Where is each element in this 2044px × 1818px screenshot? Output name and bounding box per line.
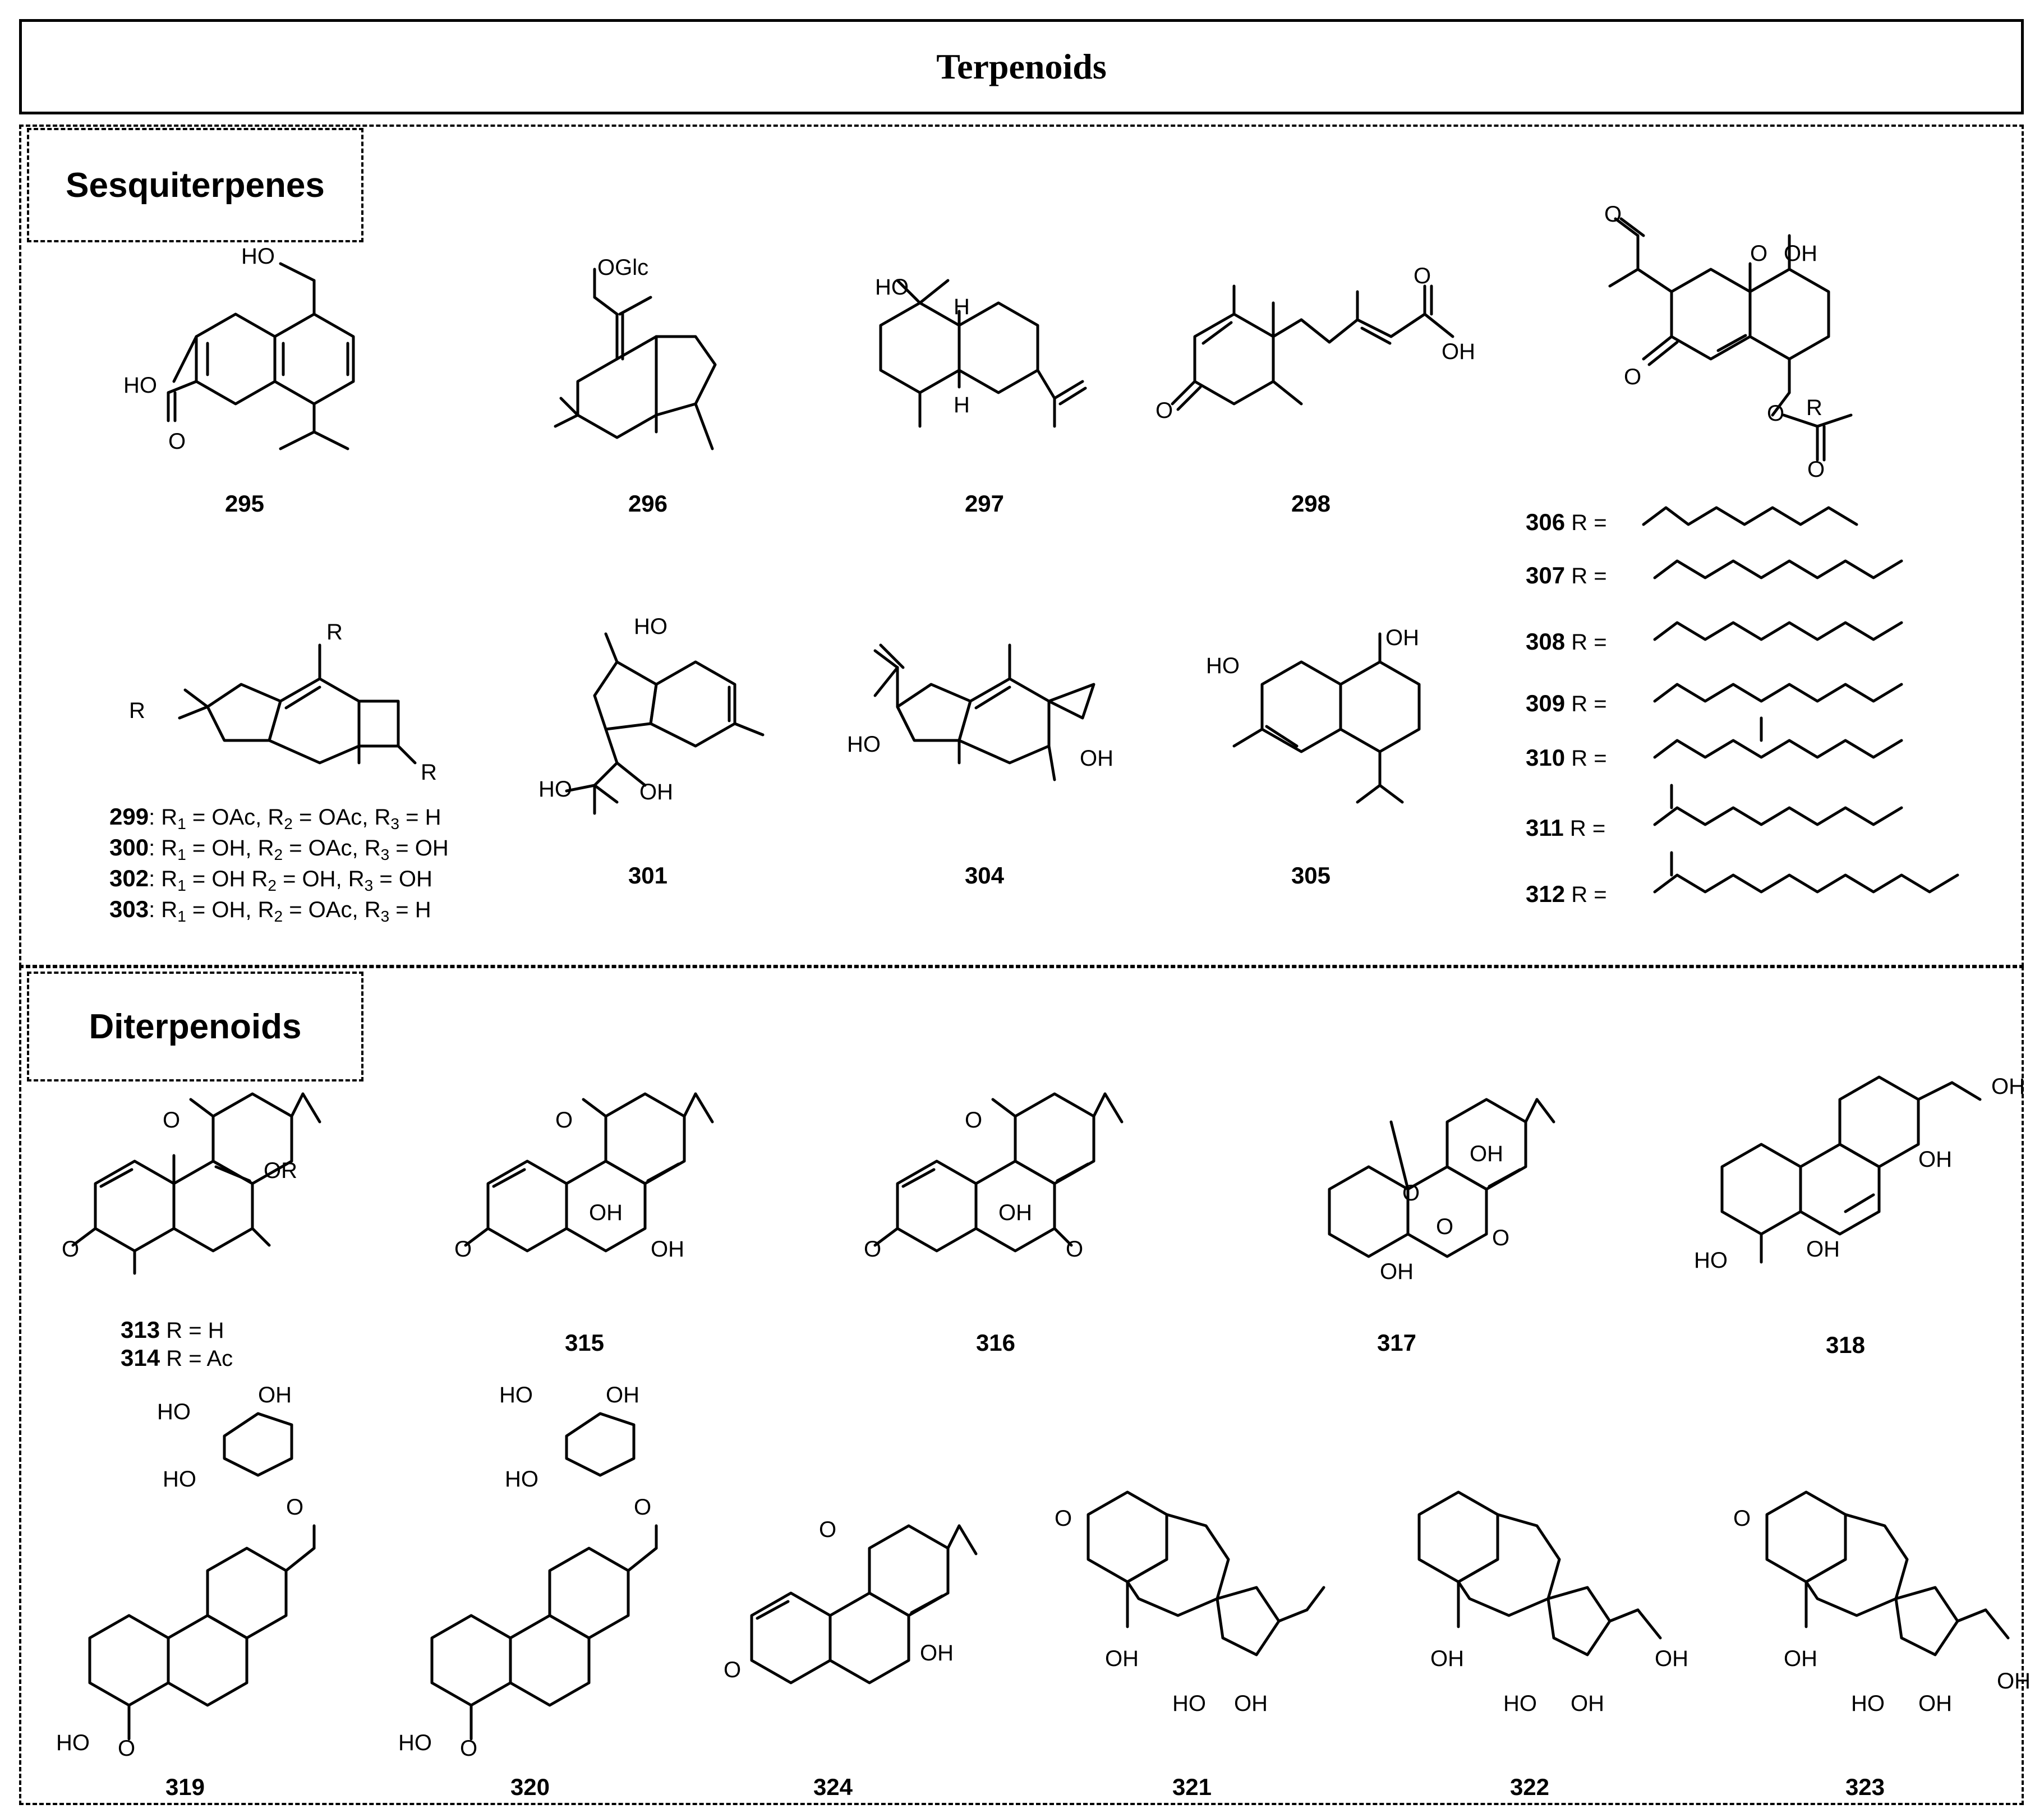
svg-text:R: R bbox=[1806, 395, 1822, 420]
label-305: 305 bbox=[1291, 862, 1331, 889]
svg-text:312 R =: 312 R = bbox=[1526, 881, 1607, 907]
svg-text:O: O bbox=[724, 1658, 742, 1682]
svg-text:O: O bbox=[1402, 1181, 1420, 1205]
svg-text:HO: HO bbox=[1172, 1691, 1206, 1716]
svg-text:O: O bbox=[1624, 365, 1642, 389]
structure-323 bbox=[1767, 1492, 2008, 1655]
svg-text:OH: OH bbox=[998, 1200, 1032, 1225]
svg-text:HO: HO bbox=[1206, 653, 1240, 678]
svg-text:OH: OH bbox=[639, 780, 673, 804]
svg-text:OH: OH bbox=[1806, 1237, 1840, 1262]
label-324: 324 bbox=[813, 1774, 853, 1800]
svg-text:307 R =: 307 R = bbox=[1526, 562, 1607, 588]
svg-text:HO: HO bbox=[157, 1400, 191, 1424]
svg-text:OH: OH bbox=[1105, 1646, 1139, 1671]
label-304: 304 bbox=[964, 862, 1005, 889]
svg-text:O: O bbox=[864, 1237, 882, 1262]
svg-text:HO: HO bbox=[1503, 1691, 1537, 1716]
svg-text:HO: HO bbox=[241, 244, 275, 269]
svg-text:O: O bbox=[286, 1495, 304, 1520]
svg-text:314 R = Ac: 314 R = Ac bbox=[121, 1345, 233, 1371]
svg-text:O: O bbox=[1436, 1214, 1454, 1239]
label-322: 322 bbox=[1509, 1774, 1550, 1800]
svg-text:R: R bbox=[326, 620, 343, 645]
label-315: 315 bbox=[564, 1329, 605, 1356]
caption-299: 299: $R_1$ = OAc, $R_2$ = OAc, $R_3 = H$ bbox=[109, 803, 441, 832]
structure-305 bbox=[1234, 634, 1419, 802]
svg-text:O: O bbox=[1492, 1226, 1510, 1250]
structure-297 bbox=[881, 280, 1085, 426]
svg-text:313 R = H: 313 R = H bbox=[121, 1317, 224, 1343]
label-318: 318 bbox=[1825, 1332, 1866, 1358]
caption-303: 303: $R_1$ = OH, $R_2$ = OAc, $R_3 = H$ bbox=[109, 896, 431, 925]
svg-text:H: H bbox=[954, 294, 970, 319]
svg-text:OH: OH bbox=[1080, 746, 1113, 771]
structure-316 bbox=[875, 1094, 1122, 1251]
structure-315 bbox=[466, 1094, 712, 1251]
label-320: 320 bbox=[510, 1774, 550, 1800]
label-316: 316 bbox=[975, 1329, 1016, 1356]
label-295: 295 bbox=[224, 490, 265, 517]
svg-text:OH: OH bbox=[589, 1200, 623, 1225]
svg-text:O: O bbox=[1414, 264, 1431, 288]
svg-text:HO: HO bbox=[56, 1730, 90, 1755]
structure-295 bbox=[168, 264, 353, 449]
label-319: 319 bbox=[165, 1774, 205, 1800]
label-297: 297 bbox=[964, 490, 1005, 517]
svg-text:O: O bbox=[1807, 457, 1825, 482]
svg-text:O: O bbox=[163, 1108, 181, 1133]
svg-text:HO: HO bbox=[398, 1730, 432, 1755]
structure-322 bbox=[1419, 1492, 1660, 1655]
svg-text:HO: HO bbox=[499, 1383, 533, 1407]
svg-text:R: R bbox=[421, 760, 437, 785]
svg-text:OH: OH bbox=[1918, 1691, 1952, 1716]
svg-text:OH: OH bbox=[258, 1383, 292, 1407]
svg-text:306 R =: 306 R = bbox=[1526, 509, 1607, 535]
structure-319 bbox=[90, 1414, 314, 1739]
svg-text:HO: HO bbox=[847, 732, 881, 757]
svg-text:OH: OH bbox=[1918, 1147, 1952, 1172]
svg-text:HO: HO bbox=[1851, 1691, 1885, 1716]
label-296: 296 bbox=[628, 490, 668, 517]
svg-text:O: O bbox=[634, 1495, 652, 1520]
svg-text:311 R =: 311 R = bbox=[1526, 814, 1606, 841]
svg-text:HO: HO bbox=[163, 1467, 196, 1492]
svg-text:OH: OH bbox=[1997, 1669, 2031, 1693]
svg-text:308 R =: 308 R = bbox=[1526, 628, 1607, 655]
svg-text:HO: HO bbox=[505, 1467, 538, 1492]
caption-302: 302: $R_1$ = OH $R_2$ = OH, $R_3$ = OH bbox=[109, 865, 432, 894]
svg-text:O: O bbox=[1750, 241, 1768, 266]
series-313-314-captions bbox=[121, 1317, 233, 1371]
svg-text:O: O bbox=[460, 1736, 478, 1761]
svg-text:O: O bbox=[454, 1237, 472, 1262]
caption-300: 300: $R_1$ = OH, $R_2$ = OAc, $R_3$ = OH bbox=[109, 834, 449, 863]
svg-text:O: O bbox=[965, 1108, 983, 1133]
svg-text:OH: OH bbox=[1385, 625, 1419, 650]
side-chains-306-312 bbox=[1644, 508, 1958, 892]
atom-labels bbox=[56, 202, 2031, 1761]
svg-text:O: O bbox=[1155, 398, 1173, 423]
structure-299-303 bbox=[179, 645, 415, 763]
svg-text:OR: OR bbox=[264, 1158, 297, 1183]
svg-text:310 R =: 310 R = bbox=[1526, 744, 1607, 771]
svg-text:HO: HO bbox=[123, 373, 157, 398]
svg-text:OH: OH bbox=[1571, 1691, 1604, 1716]
svg-text:O: O bbox=[168, 429, 186, 454]
svg-text:HO: HO bbox=[875, 275, 909, 300]
diterpenoids-label: Diterpenoids bbox=[27, 972, 363, 1081]
svg-text:HO: HO bbox=[634, 614, 667, 639]
svg-text:O: O bbox=[62, 1237, 80, 1262]
label-298: 298 bbox=[1291, 490, 1331, 517]
svg-text:OH: OH bbox=[1470, 1142, 1503, 1166]
svg-text:O: O bbox=[1767, 401, 1785, 426]
structure-313-314 bbox=[73, 1094, 320, 1273]
svg-text:OH: OH bbox=[1991, 1074, 2025, 1099]
svg-text:OH: OH bbox=[1430, 1646, 1464, 1671]
svg-text:OH: OH bbox=[651, 1237, 684, 1262]
svg-text:O: O bbox=[118, 1736, 136, 1761]
sesquiterpenes-label: Sesquiterpenes bbox=[27, 128, 363, 242]
structure-304 bbox=[875, 645, 1094, 780]
svg-text:O: O bbox=[1604, 202, 1622, 227]
svg-text:309 R =: 309 R = bbox=[1526, 690, 1607, 716]
svg-text:OH: OH bbox=[920, 1641, 954, 1665]
svg-text:H: H bbox=[954, 393, 970, 417]
label-301: 301 bbox=[628, 862, 668, 889]
structure-320 bbox=[432, 1414, 656, 1739]
svg-text:OH: OH bbox=[1655, 1646, 1688, 1671]
svg-text:O: O bbox=[819, 1517, 837, 1542]
figure-title: Terpenoids bbox=[936, 47, 1107, 86]
svg-text:HO: HO bbox=[1694, 1248, 1728, 1273]
svg-text:OGlc: OGlc bbox=[597, 255, 649, 280]
svg-text:OH: OH bbox=[1442, 339, 1475, 364]
svg-text:O: O bbox=[1066, 1237, 1084, 1262]
svg-text:OH: OH bbox=[1784, 1646, 1817, 1671]
structure-296 bbox=[555, 269, 715, 449]
structure-321 bbox=[1088, 1492, 1324, 1655]
svg-text:OH: OH bbox=[606, 1383, 639, 1407]
svg-text:O: O bbox=[555, 1108, 573, 1133]
svg-text:HO: HO bbox=[538, 777, 572, 802]
svg-text:O: O bbox=[1055, 1506, 1072, 1531]
label-323: 323 bbox=[1845, 1774, 1885, 1800]
svg-text:OH: OH bbox=[1234, 1691, 1268, 1716]
svg-text:R: R bbox=[129, 698, 145, 723]
structure-298 bbox=[1172, 286, 1453, 409]
svg-text:O: O bbox=[1733, 1506, 1751, 1531]
series-306-312-labels bbox=[1526, 509, 1607, 907]
label-321: 321 bbox=[1172, 1774, 1212, 1800]
svg-text:OH: OH bbox=[1784, 241, 1817, 266]
svg-text:OH: OH bbox=[1380, 1259, 1414, 1284]
series-299-303-captions bbox=[109, 803, 449, 925]
label-317: 317 bbox=[1377, 1329, 1417, 1356]
